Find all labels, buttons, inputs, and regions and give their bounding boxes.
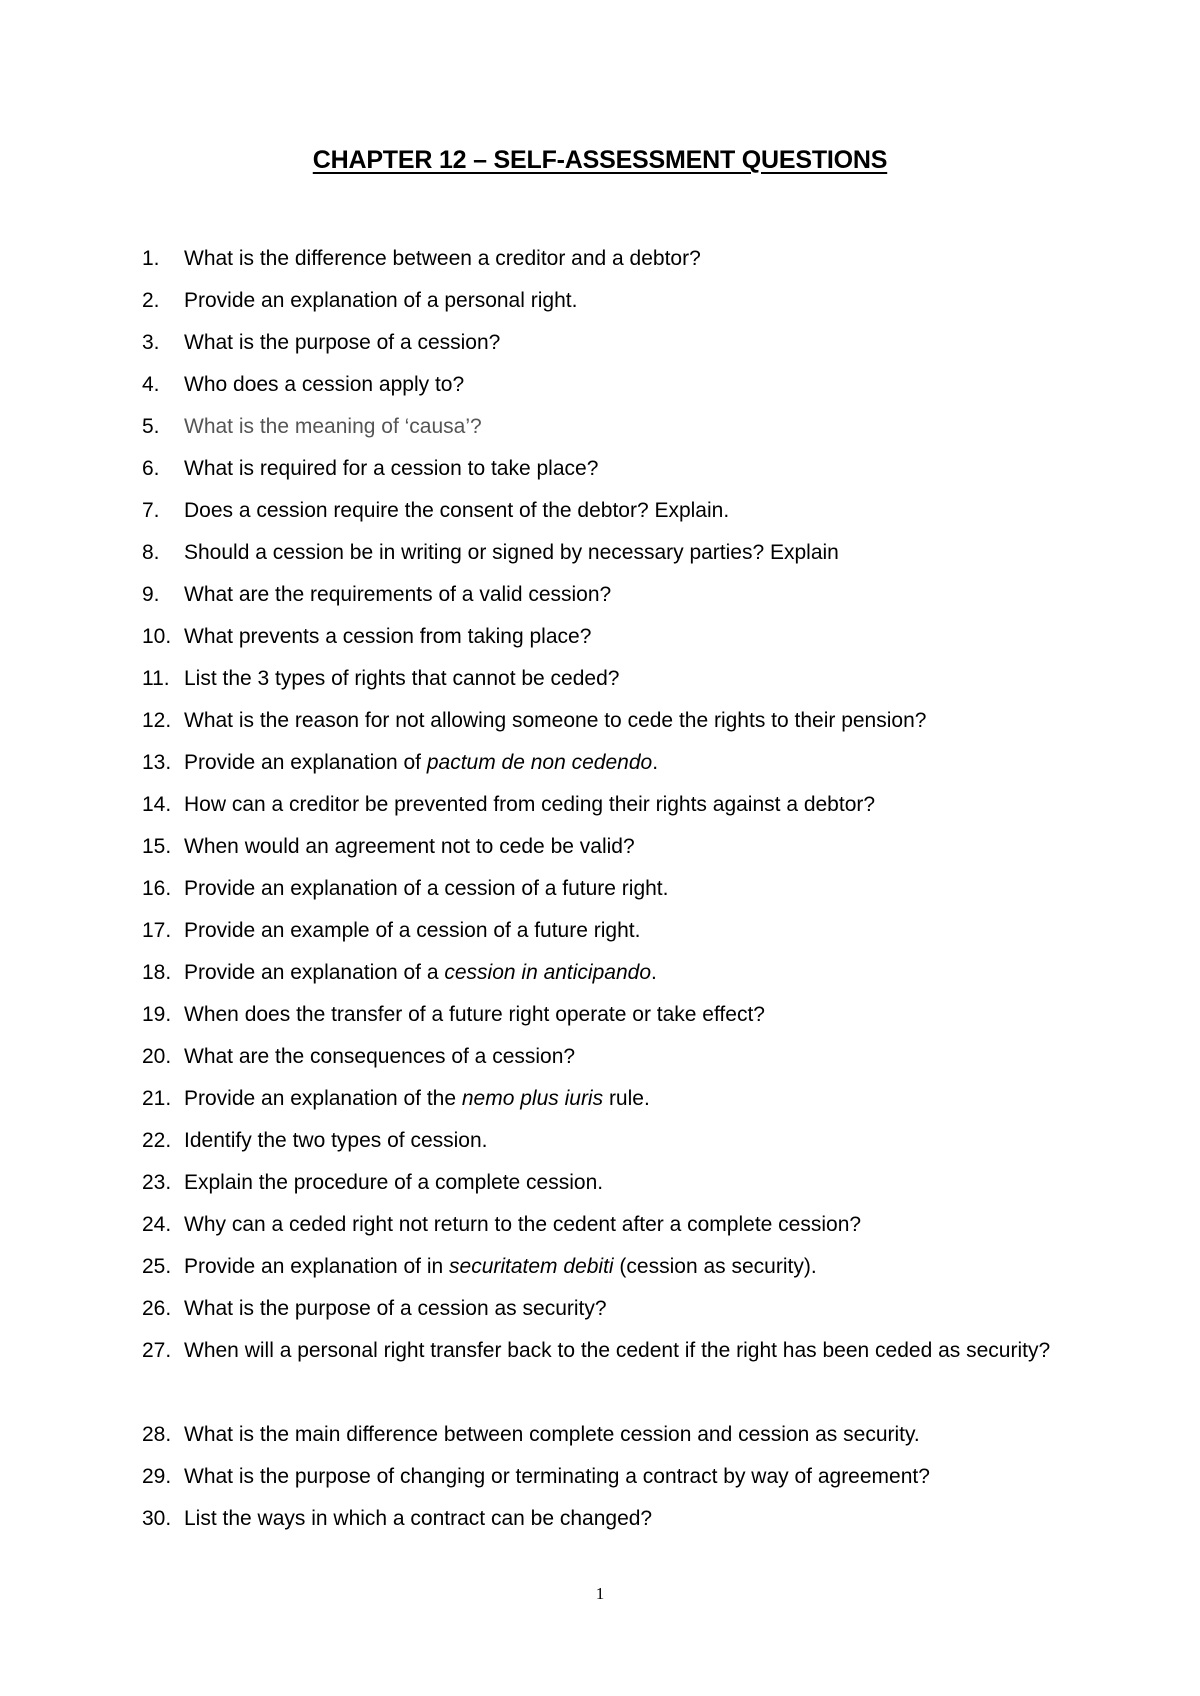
question-text: [184, 1414, 1084, 1456]
list-item: [142, 826, 1102, 868]
list-item: [142, 364, 1102, 406]
question-text: [184, 742, 1084, 784]
question-number: 23.: [142, 1171, 172, 1194]
page-number: 1: [595, 1584, 605, 1603]
question-number: 2.: [142, 289, 160, 312]
question-text-segment: What is the reason for not allowing someone to cede the rights to their pension?: [184, 709, 927, 732]
list-item: [142, 868, 1102, 910]
question-text: [184, 1456, 1084, 1498]
question-text-segment: What is the meaning of ‘causa’?: [184, 415, 482, 438]
question-text-segment: What are the consequences of a cession?: [184, 1045, 576, 1068]
list-item: [142, 1498, 1102, 1540]
question-number: 4.: [142, 373, 160, 396]
question-number: 12.: [142, 709, 172, 732]
italic-term: cession in anticipando: [444, 961, 651, 984]
list-item: [142, 574, 1102, 616]
list-item: [142, 1330, 1102, 1414]
list-item: [142, 322, 1102, 364]
question-number: 17.: [142, 919, 172, 942]
question-number: 22.: [142, 1129, 172, 1152]
question-text: [184, 826, 1084, 868]
list-item: [142, 280, 1102, 322]
list-item: [142, 952, 1102, 994]
question-number: 8.: [142, 541, 160, 564]
question-text-segment: Provide an explanation of a: [184, 961, 445, 984]
list-item: [142, 616, 1102, 658]
question-text: [184, 1078, 1084, 1120]
list-item: [142, 910, 1102, 952]
question-text: [184, 616, 1084, 658]
list-item: [142, 1162, 1102, 1204]
question-text: [184, 490, 1084, 532]
question-number: 7.: [142, 499, 160, 522]
question-text-segment: List the 3 types of rights that cannot be ceded?: [184, 667, 620, 690]
question-text-segment: Why can a ceded right not return to the cedent after a complete cession?: [184, 1213, 862, 1236]
question-number: 19.: [142, 1003, 172, 1026]
question-number: 27.: [142, 1339, 172, 1362]
question-text: [184, 322, 1084, 364]
list-item: [142, 1078, 1102, 1120]
question-number: 10.: [142, 625, 172, 648]
question-text: [184, 1330, 1084, 1372]
question-text-segment: When would an agreement not to cede be valid?: [184, 835, 635, 858]
question-text: [184, 910, 1084, 952]
question-text-segment: .: [651, 961, 657, 984]
page-title: CHAPTER 12 – SELF-ASSESSMENT QUESTIONS: [312, 146, 888, 174]
list-item: [142, 994, 1102, 1036]
list-item: [142, 1414, 1102, 1456]
question-text-segment: Explain the procedure of a complete cession.: [184, 1171, 604, 1194]
question-text-segment: Provide an explanation of a cession of a future right.: [184, 877, 669, 900]
italic-term: nemo plus iuris: [461, 1087, 604, 1110]
question-text-segment: Provide an explanation of in: [184, 1255, 450, 1278]
question-text-segment: .: [652, 751, 659, 774]
question-text: [184, 700, 1084, 742]
question-text: [184, 406, 1084, 448]
question-text-segment: What is the purpose of changing or terminating a contract by way of agreement?: [184, 1465, 930, 1488]
list-item: [142, 1204, 1102, 1246]
question-number: 15.: [142, 835, 172, 858]
question-text: [184, 238, 1084, 280]
question-text-segment: What is the main difference between complete cession and cession as security.: [184, 1423, 920, 1446]
question-text: [184, 1204, 1084, 1246]
question-text-segment: Provide an explanation of the: [184, 1087, 462, 1110]
question-text-segment: How can a creditor be prevented from ceding their rights against a debtor?: [184, 793, 876, 816]
question-text-segment: Provide an example of a cession of a future right.: [184, 919, 641, 942]
question-text-segment: What is required for a cession to take place?: [184, 457, 599, 480]
question-text: [184, 532, 1084, 574]
question-text-segment: Identify the two types of cession.: [184, 1129, 488, 1152]
question-text: [184, 868, 1084, 910]
question-number: 26.: [142, 1297, 172, 1320]
question-text: [184, 1498, 1084, 1540]
question-number: 6.: [142, 457, 160, 480]
question-text: [184, 1246, 1084, 1288]
list-item: [142, 658, 1102, 700]
question-number: 30.: [142, 1507, 172, 1530]
question-text: [184, 364, 1084, 406]
question-text: [184, 784, 1084, 826]
question-text: [184, 1288, 1084, 1330]
question-number: 3.: [142, 331, 160, 354]
question-text-segment: What is the difference between a creditor and a debtor?: [184, 247, 701, 270]
question-text: [184, 658, 1084, 700]
question-number: 9.: [142, 583, 160, 606]
question-number: 1.: [142, 247, 160, 270]
question-text-segment: What is the purpose of a cession?: [184, 331, 501, 354]
list-item: [142, 1456, 1102, 1498]
question-number: 5.: [142, 415, 160, 438]
question-text: [184, 1036, 1084, 1078]
question-number: 13.: [142, 751, 172, 774]
question-text-segment: rule.: [603, 1087, 650, 1110]
question-text: [184, 1120, 1084, 1162]
question-number: 14.: [142, 793, 172, 816]
question-number: 25.: [142, 1255, 172, 1278]
list-item: [142, 1120, 1102, 1162]
question-number: 11.: [142, 667, 170, 690]
list-item: [142, 532, 1102, 574]
question-text-segment: When does the transfer of a future right operate or take effect?: [184, 1003, 765, 1026]
question-text: [184, 994, 1084, 1036]
question-text-segment: Provide an explanation of a personal right.: [184, 289, 578, 312]
list-item: [142, 1288, 1102, 1330]
question-text: [184, 574, 1084, 616]
list-item: [142, 700, 1102, 742]
question-text: [184, 1162, 1084, 1204]
italic-term: securitatem debiti: [449, 1255, 614, 1278]
question-text-segment: When will a personal right transfer back to the cedent if the right has been ceded as security?: [184, 1339, 1051, 1362]
question-text-segment: Should a cession be in writing or signed by necessary parties? Explain: [184, 541, 839, 564]
question-number: 21.: [142, 1087, 172, 1110]
question-text-segment: List the ways in which a contract can be changed?: [184, 1507, 653, 1530]
question-text-segment: What prevents a cession from taking place?: [184, 625, 592, 648]
list-item: [142, 1246, 1102, 1288]
list-item: [142, 238, 1102, 280]
list-item: [142, 742, 1102, 784]
list-item: [142, 490, 1102, 532]
question-text-segment: What is the purpose of a cession as security?: [184, 1297, 607, 1320]
question-text: [184, 280, 1084, 322]
list-item: [142, 448, 1102, 490]
question-text-segment: Who does a cession apply to?: [184, 373, 465, 396]
question-text: [184, 952, 1084, 994]
list-item: [142, 406, 1102, 448]
list-item: [142, 784, 1102, 826]
italic-term: pactum de non cedendo: [426, 751, 653, 774]
list-item: [142, 1036, 1102, 1078]
question-number: 29.: [142, 1465, 172, 1488]
question-list: [142, 238, 1102, 1540]
question-text-segment: Does a cession require the consent of the debtor? Explain.: [184, 499, 730, 522]
question-text: [184, 448, 1084, 490]
question-number: 16.: [142, 877, 172, 900]
question-text-segment: What are the requirements of a valid cession?: [184, 583, 612, 606]
question-number: 20.: [142, 1045, 172, 1068]
question-number: 28.: [142, 1423, 172, 1446]
question-number: 24.: [142, 1213, 172, 1236]
question-text-segment: Provide an explanation of: [184, 751, 427, 774]
question-text-segment: (cession as security).: [613, 1255, 817, 1278]
question-number: 18.: [142, 961, 172, 984]
